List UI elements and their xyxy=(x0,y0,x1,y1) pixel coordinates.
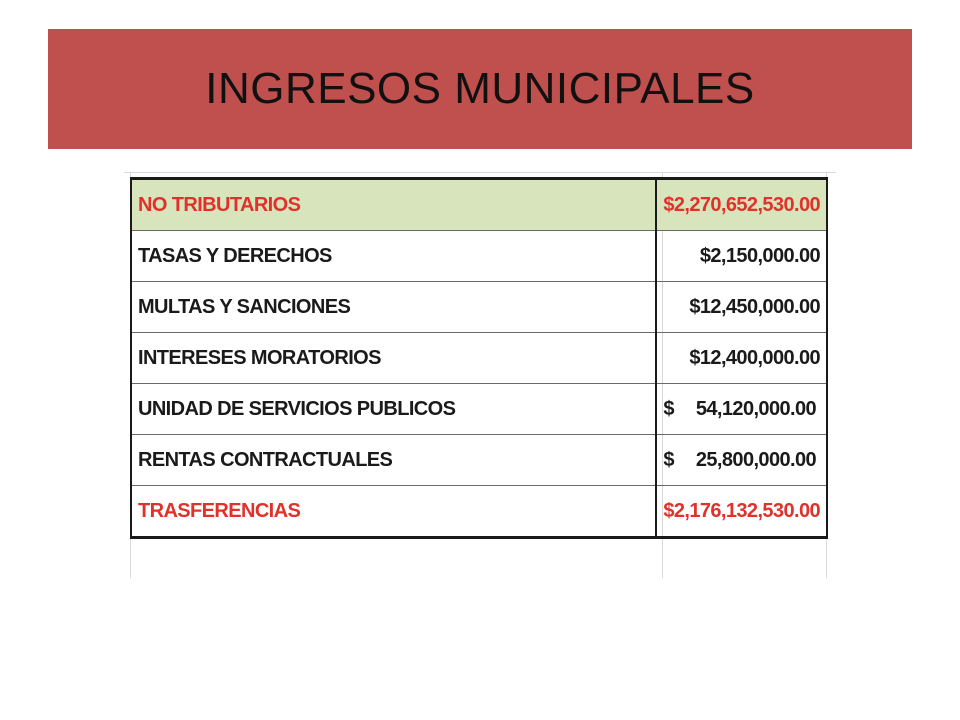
row-value: $2,176,132,530.00 xyxy=(656,486,827,538)
row-value: $2,150,000.00 xyxy=(656,231,827,282)
row-label: TASAS Y DERECHOS xyxy=(131,231,656,282)
row-amount: 25,800,000.00 xyxy=(695,448,816,471)
row-value xyxy=(656,384,827,435)
row-amount: 54,120,000.00 xyxy=(695,397,816,420)
currency-symbol: $ xyxy=(663,448,674,471)
row-value: $2,270,652,530.00 xyxy=(656,179,827,231)
table-row xyxy=(131,179,827,231)
row-label: INTERESES MORATORIOS xyxy=(131,333,656,384)
currency-symbol: $ xyxy=(663,397,674,420)
spreadsheet-image xyxy=(124,172,836,578)
row-label: NO TRIBUTARIOS xyxy=(131,179,656,231)
table-row xyxy=(131,384,827,435)
page-title: INGRESOS MUNICIPALES xyxy=(205,64,755,113)
row-label: UNIDAD DE SERVICIOS PUBLICOS xyxy=(131,384,656,435)
row-label: MULTAS Y SANCIONES xyxy=(131,282,656,333)
title-banner xyxy=(48,29,912,149)
table-row xyxy=(131,231,827,282)
row-value xyxy=(656,435,827,486)
row-value: $12,450,000.00 xyxy=(656,282,827,333)
row-label: TRASFERENCIAS xyxy=(131,486,656,538)
income-table xyxy=(130,177,828,539)
table-row xyxy=(131,282,827,333)
table-row xyxy=(131,435,827,486)
gridline xyxy=(124,172,836,173)
row-value: $12,400,000.00 xyxy=(656,333,827,384)
row-label: RENTAS CONTRACTUALES xyxy=(131,435,656,486)
table-row xyxy=(131,333,827,384)
table-row xyxy=(131,486,827,538)
